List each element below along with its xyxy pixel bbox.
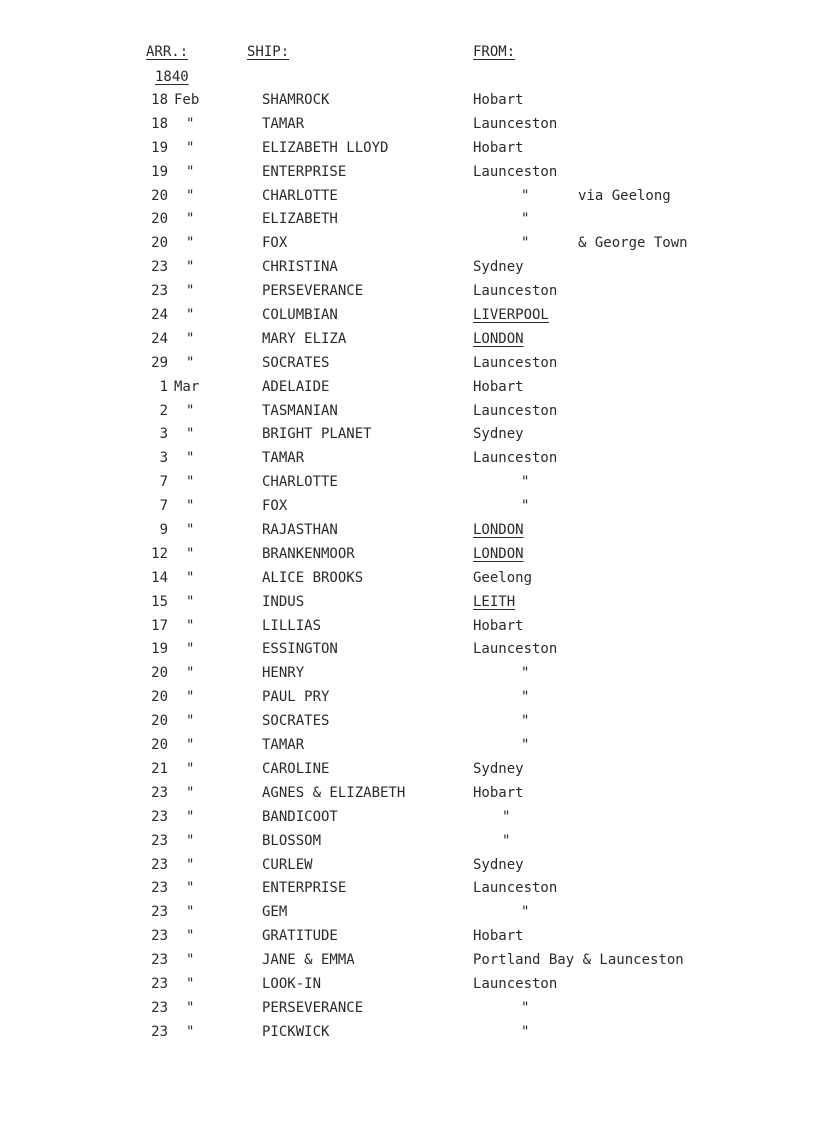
ship-name: ENTERPRISE [262,163,347,180]
ship-name: CHARLOTTE [262,187,338,204]
arrival-row [0,735,816,759]
arrival-day: 24 [151,307,168,324]
ship-name: BLOSSOM [262,832,322,849]
ship-name: PAUL PRY [262,689,330,706]
ship-name: ALICE BROOKS [262,569,364,586]
header-ship: SHIP: [247,44,290,60]
origin-port: " [521,713,530,730]
origin-port: " [521,474,530,491]
arrival-row [0,424,816,448]
arrival-row [0,377,816,401]
origin-port: " [521,498,530,515]
ship-name: BANDICOOT [262,808,338,825]
arrival-day: 3 [159,426,168,443]
arrival-month: " [186,498,195,515]
arrival-month: " [186,259,195,276]
origin-port: Sydney [473,760,524,777]
origin-port: Launceston [473,115,558,132]
origin-port: " [502,832,511,849]
arrival-row [0,950,816,974]
ship-name: CHRISTINA [262,259,338,276]
origin-port: LONDON [473,545,524,562]
origin-port: Hobart [473,617,524,634]
arrival-day: 21 [151,760,168,777]
origin-port: Launceston [473,975,558,992]
arrival-row [0,855,816,879]
arrival-month: Mar [174,378,200,395]
arrival-month: " [186,115,195,132]
ship-name: PERSEVERANCE [262,999,364,1016]
arrival-row [0,592,816,616]
arrival-month: " [186,307,195,324]
arrival-month: " [186,928,195,945]
arrival-month: " [186,832,195,849]
ship-name: ADELAIDE [262,378,330,395]
origin-port: Launceston [473,283,558,300]
arrival-row [0,472,816,496]
arrival-row [0,711,816,735]
arrival-day: 19 [151,139,168,156]
origin-port: " [521,665,530,682]
ship-name: ELIZABETH LLOYD [262,139,389,156]
origin-port: Hobart [473,378,524,395]
arrival-row [0,448,816,472]
arrival-row [0,209,816,233]
arrival-row [0,353,816,377]
arrival-row [0,663,816,687]
arrival-day: 20 [151,665,168,682]
arrival-row [0,305,816,329]
arrival-month: " [186,975,195,992]
ship-name: ESSINGTON [262,641,338,658]
arrival-row [0,281,816,305]
arrival-row [0,520,816,544]
arrival-month: " [186,808,195,825]
arrival-day: 20 [151,737,168,754]
arrival-row [0,807,816,831]
arrival-day: 23 [151,975,168,992]
arrival-month: " [186,163,195,180]
ship-name: HENRY [262,665,305,682]
arrival-row [0,186,816,210]
ship-name: CAROLINE [262,760,330,777]
route-note: & George Town [578,235,688,252]
origin-port: LONDON [473,330,524,347]
arrival-day: 24 [151,330,168,347]
arrival-day: 23 [151,832,168,849]
arrival-day: 20 [151,713,168,730]
ship-name: ENTERPRISE [262,880,347,897]
ship-name: TAMAR [262,737,305,754]
arrival-row [0,568,816,592]
header-from: FROM: [473,44,516,60]
arrival-day: 19 [151,641,168,658]
arrivals-list [0,90,816,1046]
ship-name: PICKWICK [262,1023,330,1040]
ship-name: MARY ELIZA [262,330,347,347]
origin-port: " [521,1023,530,1040]
arrival-day: 20 [151,689,168,706]
arrival-row [0,329,816,353]
ship-name: INDUS [262,593,305,610]
arrival-row [0,974,816,998]
arrival-day: 23 [151,880,168,897]
ship-name: BRANKENMOOR [262,545,355,562]
origin-port: Hobart [473,784,524,801]
arrival-month: " [186,641,195,658]
ship-name: COLUMBIAN [262,307,338,324]
origin-port: Hobart [473,928,524,945]
arrival-day: 12 [151,545,168,562]
arrival-month: " [186,617,195,634]
arrival-day: 14 [151,569,168,586]
origin-port: Sydney [473,426,524,443]
ship-name: LOOK-IN [262,975,322,992]
ship-name: JANE & EMMA [262,952,355,969]
header-arr: ARR.: [146,44,189,60]
origin-port: Launceston [473,354,558,371]
arrival-month: " [186,330,195,347]
arrival-day: 1 [159,378,168,395]
arrival-day: 23 [151,904,168,921]
origin-port: Hobart [473,139,524,156]
arrival-day: 23 [151,1023,168,1040]
arrival-month: " [186,856,195,873]
origin-port: " [502,808,511,825]
arrival-row [0,783,816,807]
ship-name: SOCRATES [262,713,330,730]
arrival-row [0,257,816,281]
arrival-month: " [186,450,195,467]
origin-port: Launceston [473,450,558,467]
arrival-month: " [186,211,195,228]
arrival-month: " [186,402,195,419]
arrival-row [0,639,816,663]
ship-name: LILLIAS [262,617,322,634]
arrival-month: " [186,1023,195,1040]
origin-port: " [521,689,530,706]
arrival-row [0,759,816,783]
arrival-month: " [186,665,195,682]
arrival-row [0,616,816,640]
arrival-month: " [186,784,195,801]
arrival-month: " [186,474,195,491]
arrival-day: 18 [151,92,168,108]
year-label: 1840 [155,69,189,85]
origin-port: Geelong [473,569,533,586]
arrival-month: " [186,426,195,443]
origin-port: Portland Bay & Launceston [473,952,684,969]
origin-port: Launceston [473,163,558,180]
ship-name: FOX [262,498,288,515]
origin-port: Hobart [473,92,524,108]
arrival-month: " [186,283,195,300]
origin-port: LIVERPOOL [473,307,549,324]
arrival-day: 23 [151,999,168,1016]
arrival-month: " [186,880,195,897]
arrival-day: 7 [159,498,168,515]
arrival-row [0,114,816,138]
arrival-row [0,1022,816,1046]
arrival-day: 7 [159,474,168,491]
arrival-month: " [186,187,195,204]
arrival-month: " [186,593,195,610]
arrival-day: 23 [151,808,168,825]
arrival-day: 20 [151,235,168,252]
arrival-row [0,496,816,520]
arrival-row [0,902,816,926]
origin-port: Sydney [473,856,524,873]
arrival-row [0,687,816,711]
origin-port: Launceston [473,641,558,658]
arrival-day: 20 [151,187,168,204]
arrival-month: " [186,139,195,156]
arrival-month: " [186,737,195,754]
arrival-day: 9 [159,522,168,539]
arrival-day: 19 [151,163,168,180]
arrival-day: 23 [151,952,168,969]
ship-name: CURLEW [262,856,313,873]
arrival-day: 20 [151,211,168,228]
origin-port: " [521,737,530,754]
arrival-month: " [186,545,195,562]
ship-name: GRATITUDE [262,928,338,945]
origin-port: LEITH [473,593,516,610]
arrival-month: " [186,952,195,969]
origin-port: " [521,904,530,921]
arrival-day: 23 [151,928,168,945]
arrival-month: " [186,569,195,586]
route-note: via Geelong [578,187,671,204]
origin-port: Launceston [473,402,558,419]
arrival-row [0,831,816,855]
arrival-row [0,90,816,114]
ship-name: CHARLOTTE [262,474,338,491]
origin-port: " [521,999,530,1016]
ship-name: AGNES & ELIZABETH [262,784,406,801]
ship-name: TAMAR [262,450,305,467]
arrival-row [0,233,816,257]
arrival-month: " [186,760,195,777]
arrival-day: 17 [151,617,168,634]
ship-name: TASMANIAN [262,402,338,419]
arrival-month: " [186,904,195,921]
arrival-day: 15 [151,593,168,610]
arrival-day: 23 [151,283,168,300]
ship-name: ELIZABETH [262,211,338,228]
arrival-row [0,162,816,186]
ship-name: PERSEVERANCE [262,283,364,300]
origin-port: " [521,235,530,252]
ship-name: GEM [262,904,288,921]
ship-name: SHAMROCK [262,92,330,108]
arrival-month: Feb [174,92,200,108]
ship-name: TAMAR [262,115,305,132]
origin-port: " [521,211,530,228]
arrival-month: " [186,713,195,730]
arrival-month: " [186,354,195,371]
ship-name: RAJASTHAN [262,522,338,539]
arrival-day: 18 [151,115,168,132]
origin-port: LONDON [473,522,524,539]
arrival-day: 3 [159,450,168,467]
ship-name: FOX [262,235,288,252]
ship-name: SOCRATES [262,354,330,371]
arrival-month: " [186,689,195,706]
arrival-day: 2 [159,402,168,419]
arrival-row [0,998,816,1022]
arrival-row [0,544,816,568]
arrival-month: " [186,235,195,252]
arrival-day: 29 [151,354,168,371]
origin-port: " [521,187,530,204]
arrival-row [0,138,816,162]
arrival-day: 23 [151,259,168,276]
arrival-row [0,401,816,425]
arrival-month: " [186,999,195,1016]
origin-port: Sydney [473,259,524,276]
arrival-row [0,926,816,950]
origin-port: Launceston [473,880,558,897]
arrival-row [0,878,816,902]
arrival-day: 23 [151,856,168,873]
arrival-month: " [186,522,195,539]
ship-name: BRIGHT PLANET [262,426,372,443]
arrival-day: 23 [151,784,168,801]
